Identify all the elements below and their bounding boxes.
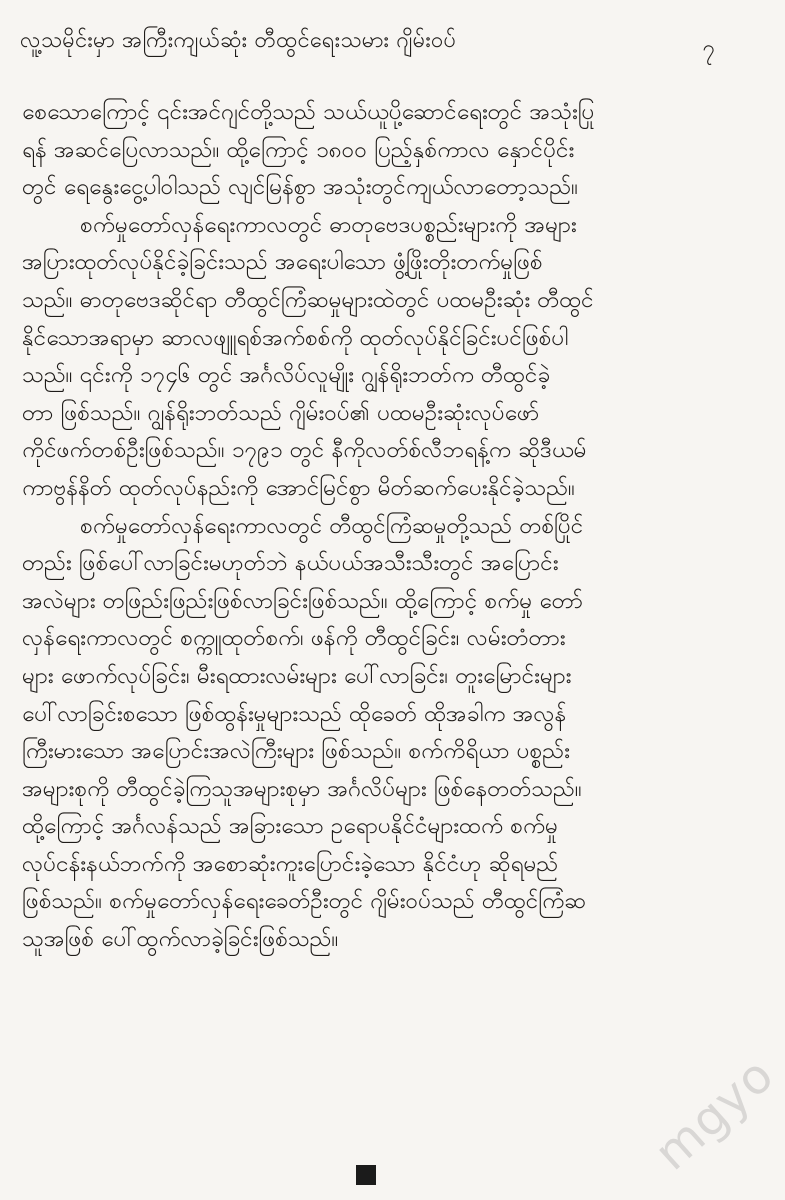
body-text: [22, 94, 730, 959]
text-line: များ ဖောက်လုပ်ခြင်း၊ မီးရထားလမ်းများ ပေါ်လာခြင်း၊ တူးမြောင်းများ: [22, 662, 572, 689]
text-line: ကြီးမားသော အပြောင်းအလဲကြီးများ ဖြစ်သည်။ စက်ကိရိယာ ပစ္စည်း: [22, 738, 570, 765]
text-line: သူအဖြစ် ပေါ်ထွက်လာခဲ့ခြင်းဖြစ်သည်။: [22, 926, 339, 953]
page-marker-square: [356, 1165, 376, 1185]
text-line: ထို့ကြောင့် အင်္ဂလန်သည် အခြားသော ဥရောပနိုင်ငံများထက် စက်မှု: [22, 813, 558, 840]
text-line: ကာဗွန်နိတ် ထုတ်လုပ်နည်းကို အောင်မြင်စွာ မိတ်ဆက်ပေးနိုင်ခဲ့သည်။: [22, 474, 575, 501]
text-line: နိုင်သောအရာမှာ ဆာလဖျူရစ်အက်စစ်ကို ထုတ်လုပ်နိုင်ခြင်းပင်ဖြစ်ပါ: [22, 324, 569, 351]
text-line: တာ ဖြစ်သည်။ ဂျွန်ရိုးဘတ်သည် ဂျိမ်းဝပ်၏ ပထမဦးဆုံးလုပ်ဖော်: [22, 399, 540, 426]
paragraph-first-line: စက်မှုတော်လှန်ရေးကာလတွင် ဓာတုဗေဒပစ္စည်းများကို အများ: [80, 211, 577, 238]
text-line: လှန်ရေးကာလတွင် စက္ကူထုတ်စက်၊ ဖန်ကို တီထွင်ခြင်း၊ လမ်းတံတား: [22, 625, 566, 652]
text-line: အပြားထုတ်လုပ်နိုင်ခဲ့ခြင်းသည် အရေးပါသော ဖွံ့ဖြိုးတိုးတက်မှုဖြစ်: [22, 249, 543, 276]
watermark: mgyo: [644, 1046, 785, 1182]
paragraph-first-line: စက်မှုတော်လှန်ရေးကာလတွင် တီထွင်ကြံဆမှုတို့သည် တစ်ပြိုင်: [80, 512, 584, 539]
text-line: တည်း ဖြစ်ပေါ်လာခြင်းမဟုတ်ဘဲ နယ်ပယ်အသီးသီးတွင် အပြောင်း: [22, 550, 559, 577]
text-line: အလဲများ တဖြည်းဖြည်းဖြစ်လာခြင်းဖြစ်သည်။ ထို့ကြောင့် စက်မှု တော်: [22, 587, 583, 614]
text-line: စေသောကြောင့် ၎င်းအင်ဂျင်တို့သည် သယ်ယူပို့ဆောင်ရေးတွင် အသုံးပြု: [22, 99, 595, 125]
text-line: သည်။ ဓာတုဗေဒဆိုင်ရာ တီထွင်ကြံဆမှုများထဲတွင် ပထမဦးဆုံး တီထွင်: [22, 286, 594, 313]
text-line: တွင် ရေနွေးငွေ့ပါဝါသည် လျင်မြန်စွာ အသုံးတွင်ကျယ်လာတော့သည်။: [22, 174, 579, 201]
text-line: ဖြစ်သည်။ စက်မှုတော်လှန်ရေးခေတ်ဦးတွင် ဂျိမ်းဝပ်သည် တီထွင်ကြံဆ: [22, 888, 587, 915]
page-number: ၇: [702, 36, 715, 61]
page-header: [20, 22, 725, 62]
text-line: ကိုင်ဖက်တစ်ဦးဖြစ်သည်။ ၁၇၉၁ တွင် နီကိုလတ်စ်လီဘရန့်က ဆိုဒီယမ်: [22, 437, 587, 464]
text-line: ပေါ်လာခြင်းစသော ဖြစ်ထွန်းမှုများသည် ထိုခေတ် ထိုအခါက အလွန်: [22, 700, 567, 727]
text-line: အများစုကို တီထွင်ခဲ့ကြသူအများစုမှာ အင်္ဂလိပ်များ ဖြစ်နေတတ်သည်။: [22, 775, 582, 802]
text-line: ရန် အဆင်ပြေလာသည်။ ထို့ကြောင့် ၁၈၀၀ ပြည့်နှစ်ကာလ နှောင်ပိုင်း: [22, 136, 575, 163]
running-title: လူ့သမိုင်းမှာ အကြီးကျယ်ဆုံး တီထွင်ရေးသမား ဂျိမ်းဝပ်: [20, 28, 457, 53]
text-line: လုပ်ငန်းနယ်ဘက်ကို အစောဆုံးကူးပြောင်းခဲ့သော နိုင်ငံဟု ဆိုရမည်: [22, 850, 559, 877]
text-line: သည်။ ၎င်းကို ၁၇၄၆ တွင် အင်္ဂလိပ်လူမျိုး ဂျွန်ရိုးဘတ်က တီထွင်ခဲ့: [22, 362, 551, 389]
